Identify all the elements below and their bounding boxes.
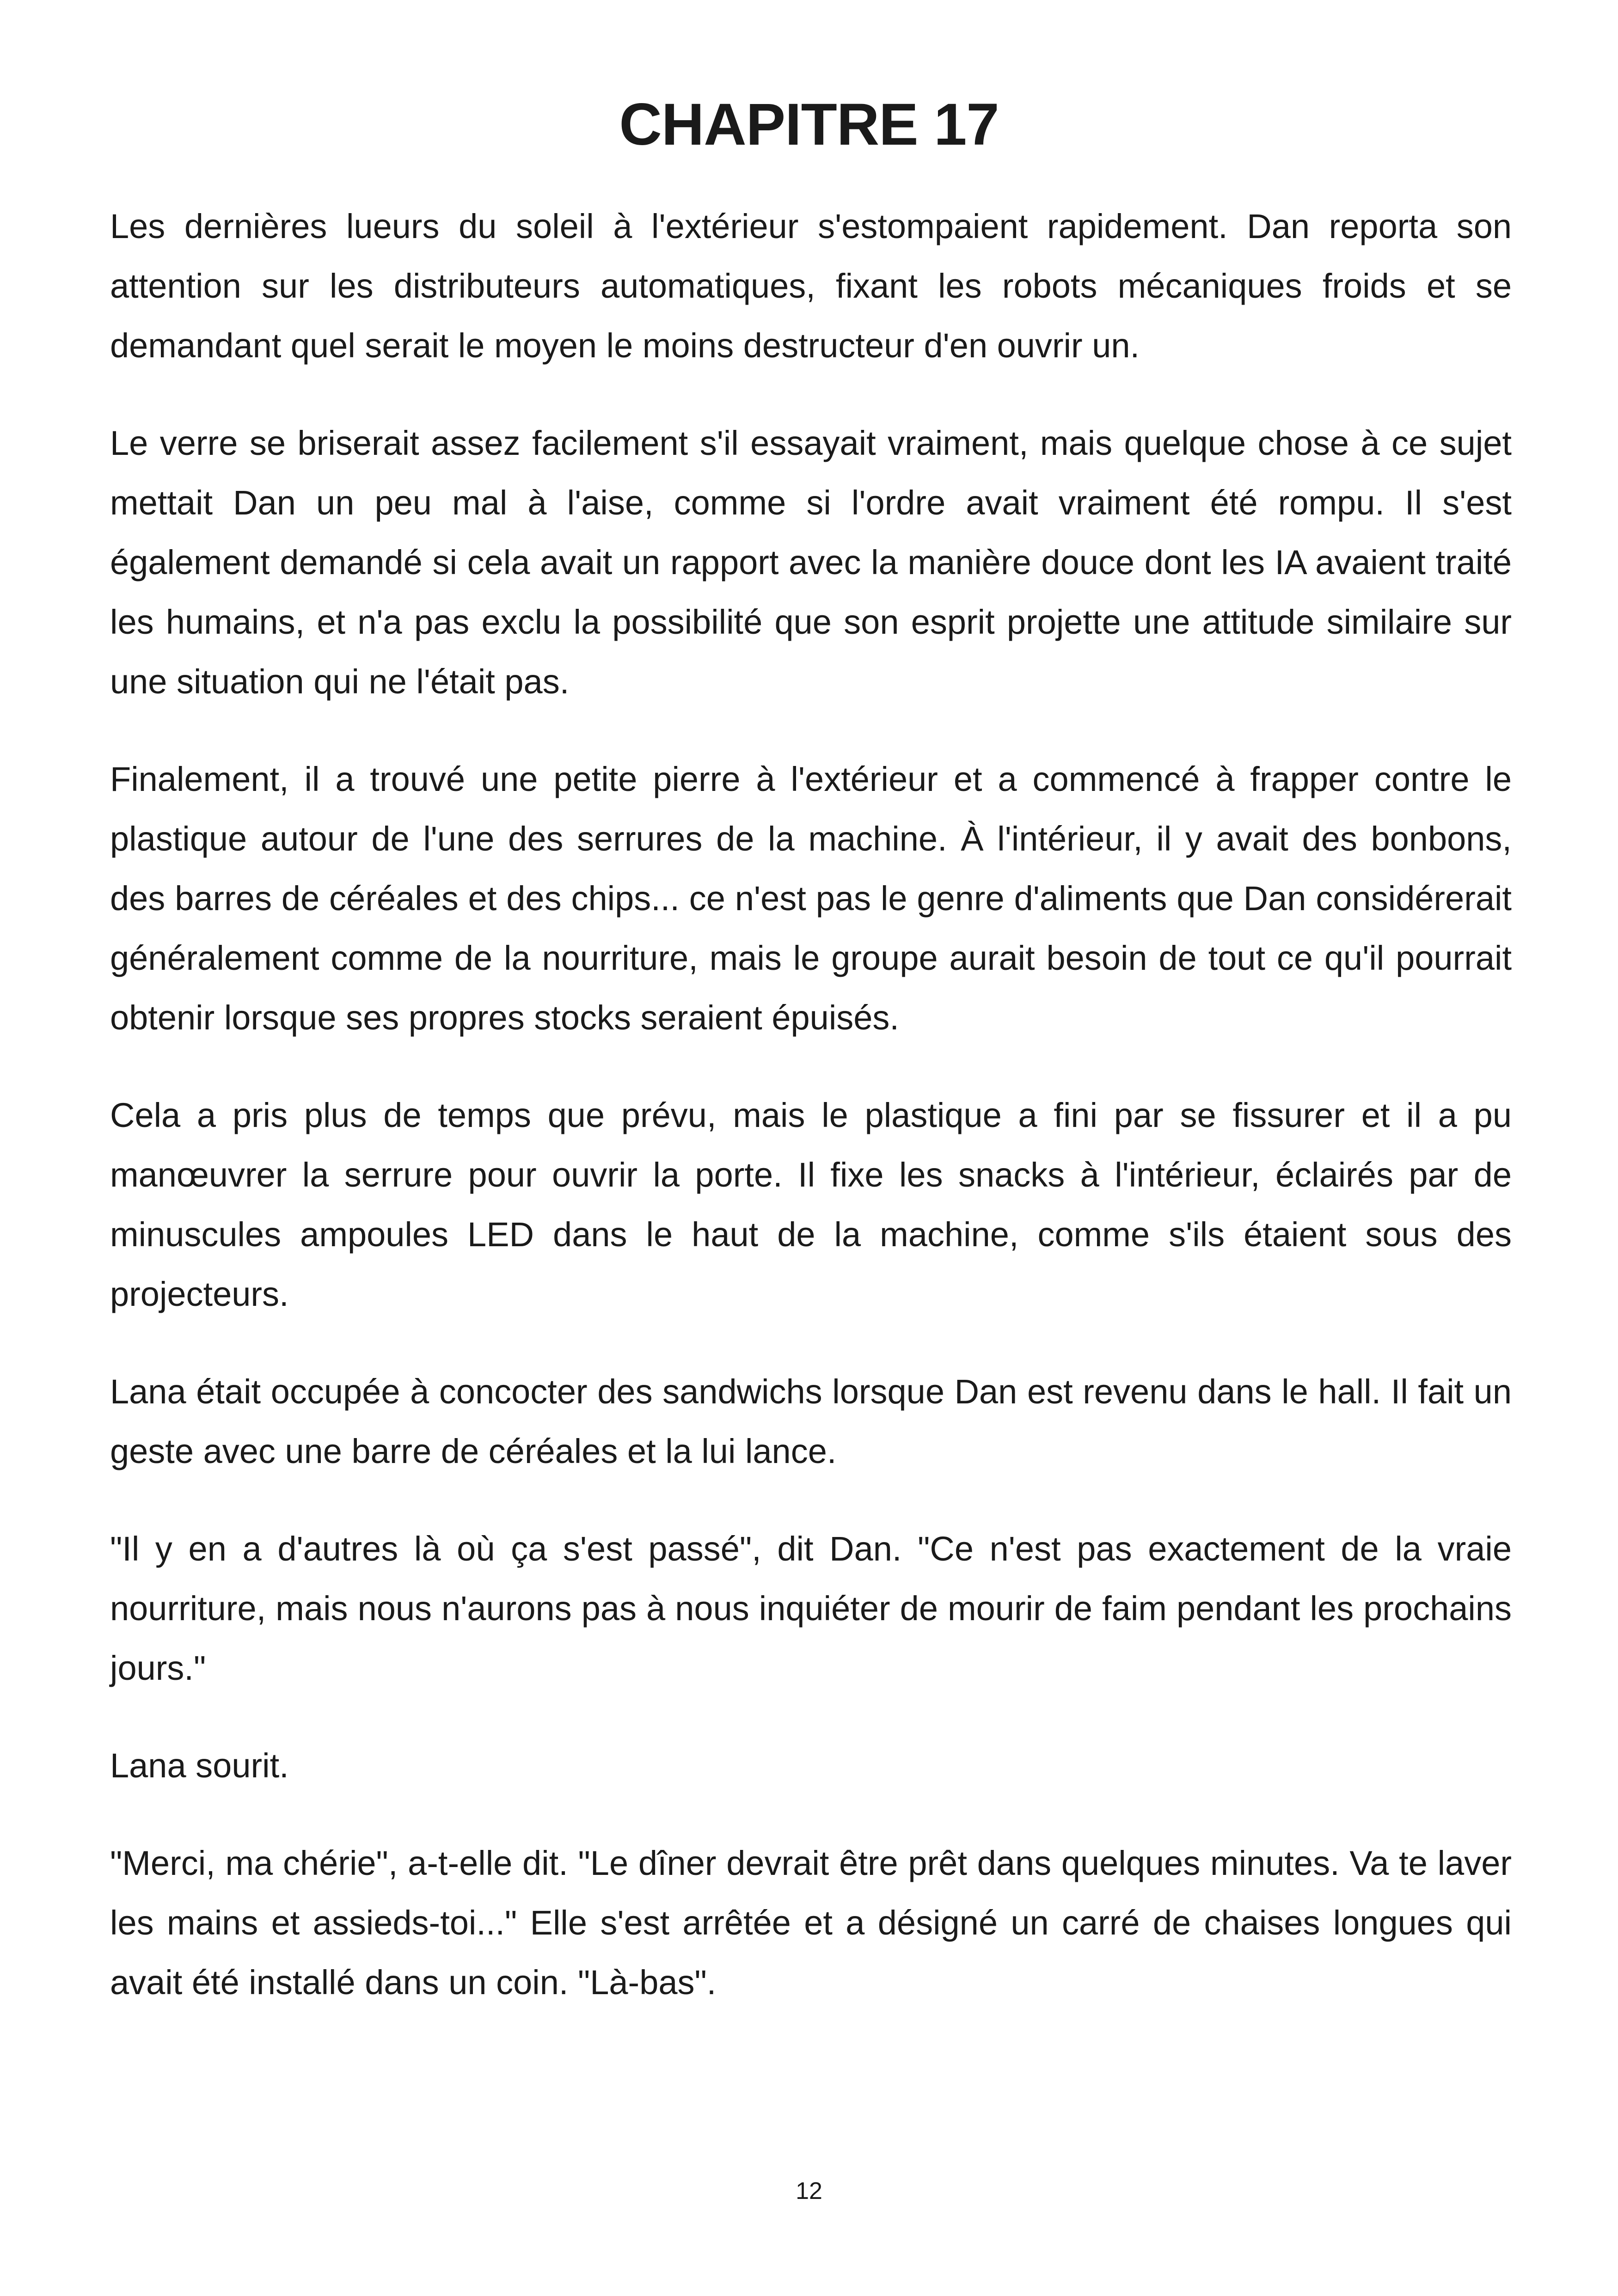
paragraph: Les dernières lueurs du soleil à l'extérieur s'estompaient rapidement. Dan reporta son attention sur les distributeurs automatiques, fixant les robots mécaniques froids et se demandant quel serait le moyen le moins destructeur d'en ouvrir un. [110, 207, 1512, 365]
paragraph: Finalement, il a trouvé une petite pierre à l'extérieur et a commencé à frapper contre le plastique autour de l'une des serrures de la machine. À l'intérieur, il y avait des bonbons, des barres de céréales et des chips... ce n'est pas le genre d'aliments que Dan considérerait généralement comme de la nourriture, mais le groupe aurait besoin de tout ce qu'il pourrait obtenir lorsque ses propres stocks seraient épuisés. [110, 760, 1512, 1037]
chapter-title: CHAPITRE 17 [619, 92, 999, 158]
paragraph: Lana sourit. [110, 1746, 289, 1785]
paragraph: Cela a pris plus de temps que prévu, mais le plastique a fini par se fissurer et il a pu manœuvrer la serrure pour ouvrir la porte. Il fixe les snacks à l'intérieur, éclairés par de minuscules ampoules LED dans le haut de la machine, comme s'ils étaient sous des projecteurs. [110, 1096, 1512, 1313]
paragraph: "Merci, ma chérie", a-t-elle dit. "Le dîner devrait être prêt dans quelques minutes. Va te laver les mains et assieds-toi..." Elle s'est arrêtée et a désigné un carré de chaises longues qui avait été installé dans un coin. "Là-bas". [110, 1844, 1512, 2002]
page-number: 12 [796, 2178, 822, 2204]
paragraph: Le verre se briserait assez facilement s'il essayait vraiment, mais quelque chose à ce sujet mettait Dan un peu mal à l'aise, comme si l'ordre avait vraiment été rompu. Il s'est également demandé si cela avait un rapport avec la manière douce dont les IA avaient traité les humains, et n'a pas exclu la possibilité que son esprit projette une attitude similaire sur une situation qui ne l'était pas. [110, 424, 1512, 701]
paragraph: "Il y en a d'autres là où ça s'est passé", dit Dan. "Ce n'est pas exactement de la vraie nourriture, mais nous n'aurons pas à nous inquiéter de mourir de faim pendant les prochains jours." [110, 1530, 1512, 1687]
body-text [110, 196, 1512, 2050]
paragraph: Lana était occupée à concocter des sandwichs lorsque Dan est revenu dans le hall. Il fait un geste avec une barre de céréales et la lui lance. [110, 1372, 1512, 1470]
